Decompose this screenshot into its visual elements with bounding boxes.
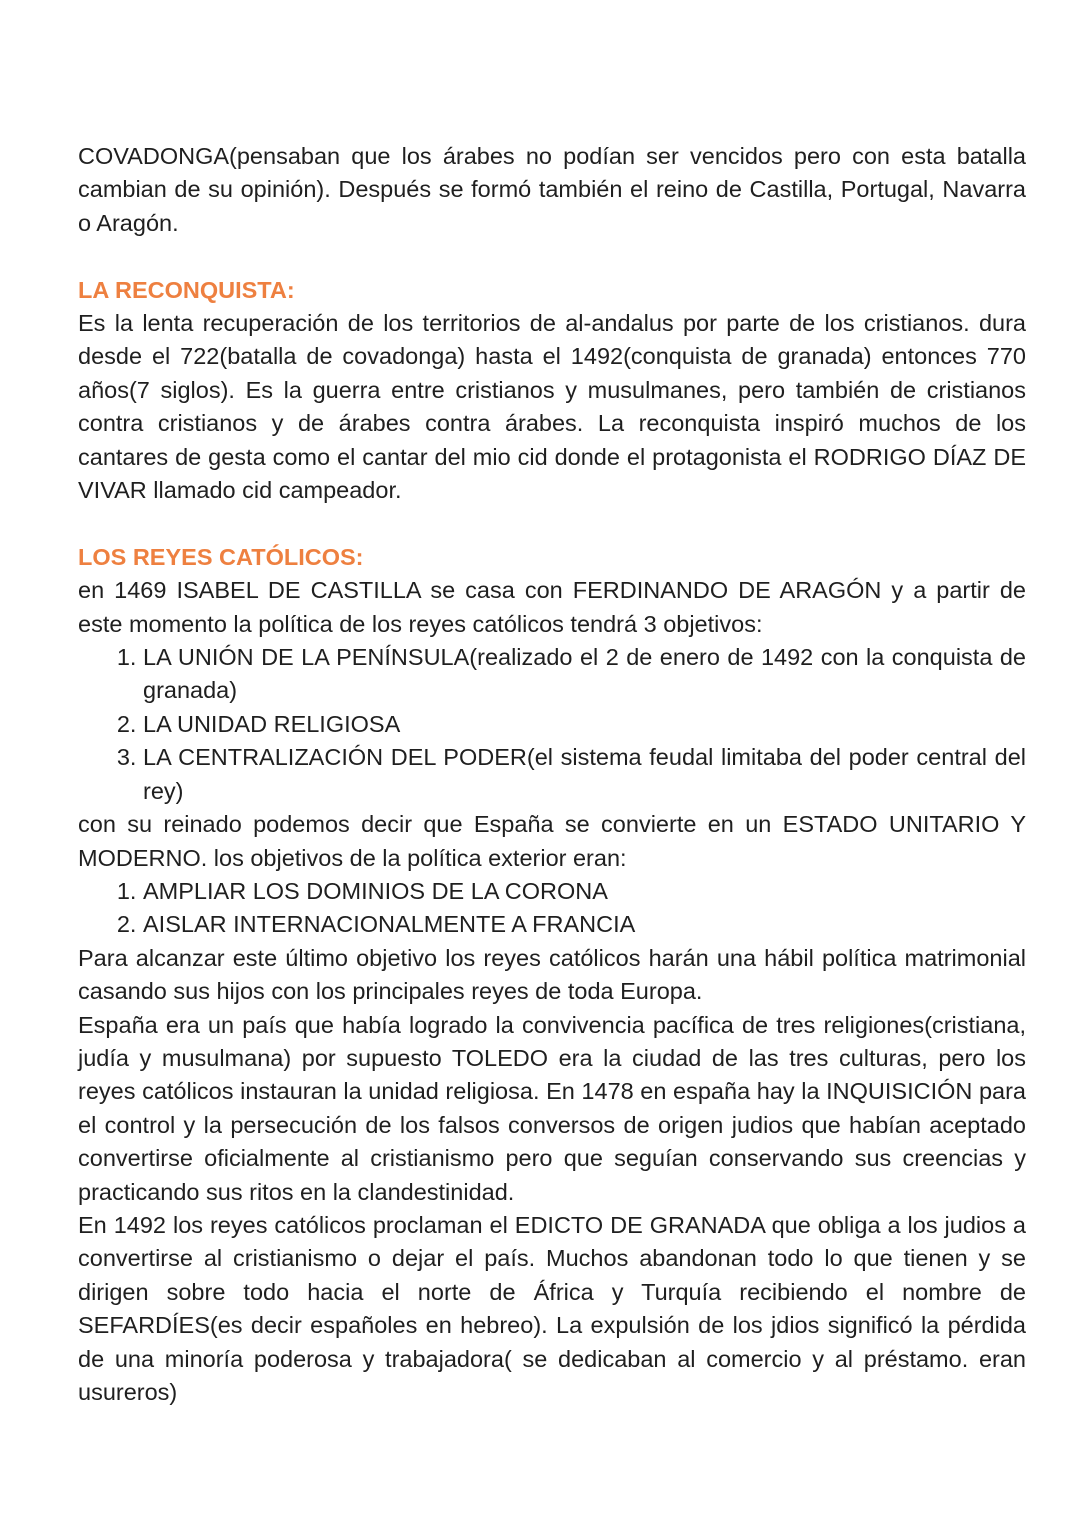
foreign-objectives-list — [78, 875, 1026, 942]
document-page — [78, 140, 1026, 1409]
reconquista-heading: LA RECONQUISTA: — [78, 276, 295, 303]
religiones-paragraph: España era un país que había logrado la convivencia pacífica de tres religiones(cristiana, judía y musulmana) por supuesto TOLEDO era la ciudad de las tres culturas, pero los reyes católicos instauran la unidad religiosa. En 1478 en españa hay la INQUISICIÓN para el control y la persecución de los falsos conversos de origen judios que habían aceptado convertirse oficialmente al cristianismo pero que seguían conservando sus creencias y practicando sus ritos en la clandestinidad. — [78, 1011, 1026, 1205]
matrimonial-paragraph: Para alcanzar este último objetivo los reyes católicos harán una hábil política matrimonial casando sus hijos con los principales reyes de toda Europa. — [78, 944, 1026, 1005]
list-item: 1. LA UNIÓN DE LA PENÍNSULA(realizado el 2 de enero de 1492 con la conquista de granada) — [143, 641, 1026, 708]
spacer — [78, 240, 1026, 273]
list-item: 1. AMPLIAR LOS DOMINIOS DE LA CORONA — [143, 875, 1026, 908]
list-item: 3. LA CENTRALIZACIÓN DEL PODER(el sistema feudal limitaba del poder central del rey) — [143, 741, 1026, 808]
list-item: 2. AISLAR INTERNACIONALMENTE A FRANCIA — [143, 908, 1026, 941]
reyes-heading: LOS REYES CATÓLICOS: — [78, 543, 364, 570]
spacer — [78, 507, 1026, 540]
reyes-intro-paragraph: en 1469 ISABEL DE CASTILLA se casa con FERDINANDO DE ARAGÓN y a partir de este momento la política de los reyes católicos tendrá 3 objetivos: — [78, 577, 1026, 637]
objectives-list — [78, 641, 1026, 808]
intro-paragraph: COVADONGA(pensaban que los árabes no podían ser vencidos pero con esta batalla cambian de su opinión). Después se formó también el reino de Castilla, Portugal, Navarra o Aragón. — [78, 143, 1026, 236]
reconquista-paragraph: Es la lenta recuperación de los territorios de al-andalus por parte de los cristianos. dura desde el 722(batalla de covadonga) hasta el 1492(conquista de granada) entonces 770 años(7 siglos). Es la guerra entre cristianos y musulmanes, pero también de cristianos contra cristianos y de árabes contra árabes. La reconquista inspiró muchos de los cantares de gesta como el cantar del mio cid donde el protagonista el RODRIGO DÍAZ DE VIVAR llamado cid campeador. — [78, 310, 1026, 504]
list-item: 2. LA UNIDAD RELIGIOSA — [143, 708, 1026, 741]
edicto-paragraph: En 1492 los reyes católicos proclaman el EDICTO DE GRANADA que obliga a los judios a convertirse al cristianismo o dejar el país. Muchos abandonan todo lo que tienen y se dirigen sobre todo hacia el norte de África y Turquía recibiendo el nombre de SEFARDÍES(es decir españoles en hebreo). La expulsión de los jdios significó la pérdida de una minoría poderosa y trabajadora( se dedicaban al comercio y al préstamo. eran usureros) — [78, 1211, 1026, 1405]
reyes-middle-paragraph: con su reinado podemos decir que España se convierte en un ESTADO UNITARIO Y MODERNO. los objetivos de la política exterior eran: — [78, 811, 1026, 871]
